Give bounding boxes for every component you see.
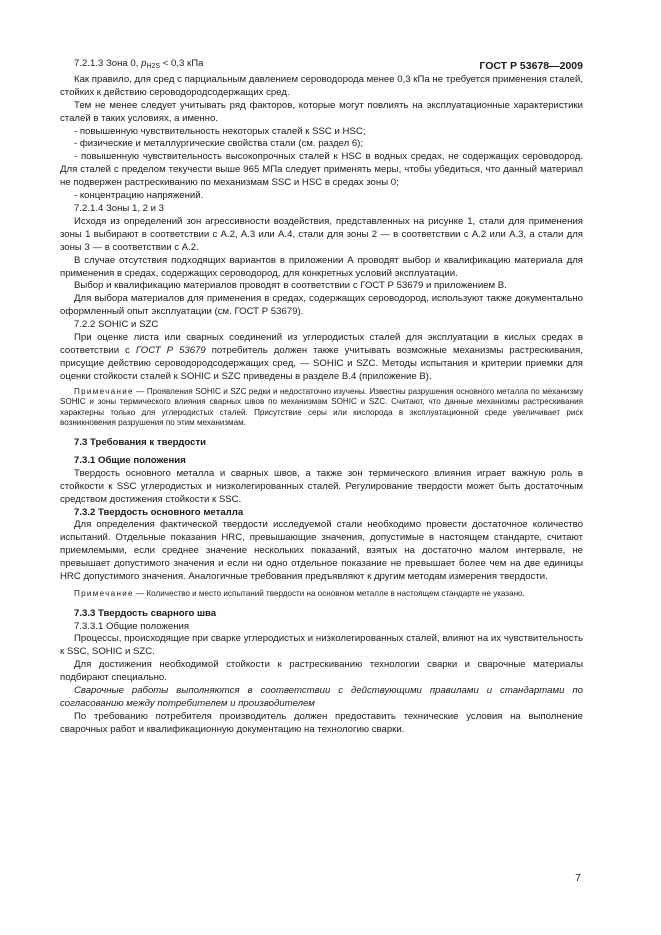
paragraph: Как правило, для сред с парциальным давлением сероводорода менее 0,3 кПа не требуется применения сталей, стойких к действию сероводородсодержащих сред. [60, 73, 583, 98]
paragraph: Тем не менее следует учитывать ряд факторов, которые могут повлиять на эксплуатационные характеристики сталей в таких условиях, а именно. [60, 99, 583, 124]
list-item: - физические и металлургические свойства стали (см. раздел 6); [74, 138, 364, 150]
section-7-3-3-title: 7.3.3 Твердость сварного шва [74, 607, 217, 619]
paragraph: Твердость основного металла и сварных швов, а также зон термического влияния играет важную роль в стойкости к SSC углеродистых и низколегированных сталей. Регулирование твердости может быть достаточным средством достижения стойкости к SSC. [60, 467, 583, 505]
paragraph: Для выбора материалов для применения в средах, содержащих сероводород, используют также документально оформленный опыт эксплуатации (см. ГОСТ Р 53679). [60, 293, 583, 318]
page-number: 7 [575, 872, 581, 884]
paragraph: Исходя из определений зон агрессивности воздействия, представленных на рисунке 1, стали для применения зоны 1 выбирают в соответствии с А.2, А.3 или А.4, стали для зоны 2 — в соответствии с А.2 или А.3, а стали для зоны 3 — в соответствии с А.2. [60, 215, 583, 253]
list-item: - повышенную чувствительность высокопрочных сталей к HSC в водных средах, не содержащих сероводород. Для сталей с пределом текучести выше 965 МПа следует применять меры, чтобы убедиться, что данный материал не подвержен растрескиванию по механизмам SSC и HSC в средах зоны 0; [60, 151, 583, 189]
section-7-2-1-4-title: 7.2.1.4 Зоны 1, 2 и 3 [74, 202, 165, 214]
note: Примечание — Количество и место испытаний твердости на основном металле в настоящем стандарте не указано. [74, 589, 525, 598]
paragraph-italic: Сварочные работы выполняются в соответствии с действующими правилами и стандартами по согласованию между потребителем и производителем [60, 685, 583, 709]
section-7-3-3-1-title: 7.3.3.1 Общие положения [74, 620, 190, 632]
paragraph: По требованию потребителя производитель должен предоставить технические условия на выполнение сварочных работ и квалификационную документацию на технологию сварки. [60, 710, 583, 735]
section-7-2-1-3-title: 7.2.1.3 Зона 0, $p_{H2S} < 0,3$ кПа [74, 58, 204, 70]
list-item: - концентрацию напряжений. [74, 190, 204, 202]
section-7-3-title: 7.3 Требования к твердости [74, 437, 207, 449]
list-item: - повышенную чувствительность некоторых сталей к SSC и HSC; [74, 125, 366, 137]
standard-reference: ГОСТ Р 53679 [135, 344, 206, 356]
standard-designation: ГОСТ Р 53678—2009 [479, 60, 583, 72]
section-7-3-1-title: 7.3.1 Общие положения [74, 454, 186, 466]
paragraph: Для определения фактической твердости исследуемой стали необходимо провести достаточное количество испытаний. Отдельные показания HRC, превышающие значения, допустимые в настоящем стандарте, считают приемлемыми, если среднее значение нескольких показаний, взятых на достаточно малом интервале, не превышает допустимого значения и если ни одно отдельное показание не превышает более чем на две единицы HRC допустимого значения. Аналогичные требования предъявляют к другим методам измерения твердости. [60, 519, 583, 583]
page-body [60, 58, 583, 737]
paragraph: Выбор и квалификацию материалов проводят в соответствии с ГОСТ Р 53679 и приложением В. [74, 280, 507, 292]
paragraph: В случае отсутствия подходящих вариантов в приложении А проводят выбор и квалификацию материала для применения в средах, содержащих сероводород, для конкретных условий эксплуатации. [60, 254, 583, 279]
section-7-2-2-title: 7.2.2 SOHIC и SZC [74, 319, 159, 331]
paragraph: Для достижения необходимой стойкости к растрескиванию технологии сварки и сварочные материалы подбирают специально. [60, 659, 583, 684]
paragraph: Процессы, происходящие при сварке углеродистых и низколегированных сталей, влияют на их чувствительность к SSC, SOHIC и SZC. [60, 633, 583, 658]
section-7-3-2-title: 7.3.2 Твердость основного металла [74, 506, 244, 518]
paragraph: При оценке листа или сварных соединений из углеродистых сталей для эксплуатации в кислых средах в соответствии с ГОСТ Р 53679 потребитель должен также учитывать возможные механизмы растрескивания, присущие действию сероводородсодержащих сред, — SOHIC и SZC. Методы испытания и критерии приемки для оценки стойкости сталей к SOHIC и SZC приведены в разделе В.4 (приложение В). [60, 332, 583, 382]
note: Примечание — Проявления SOHIC и SZC редки и недостаточно изучены. Известны разрушения основного металла по механизму SOHIC и зоны термического влияния сварных швов по механизмам SOHIC и SZC. Считают, что данные механизмы растрескивания характерны только для углеродистых сталей. Присутствие серы или кислорода в эксплуатационной среде увеличивает риск возникновения разрушения по этим механизмам. [60, 386, 583, 428]
